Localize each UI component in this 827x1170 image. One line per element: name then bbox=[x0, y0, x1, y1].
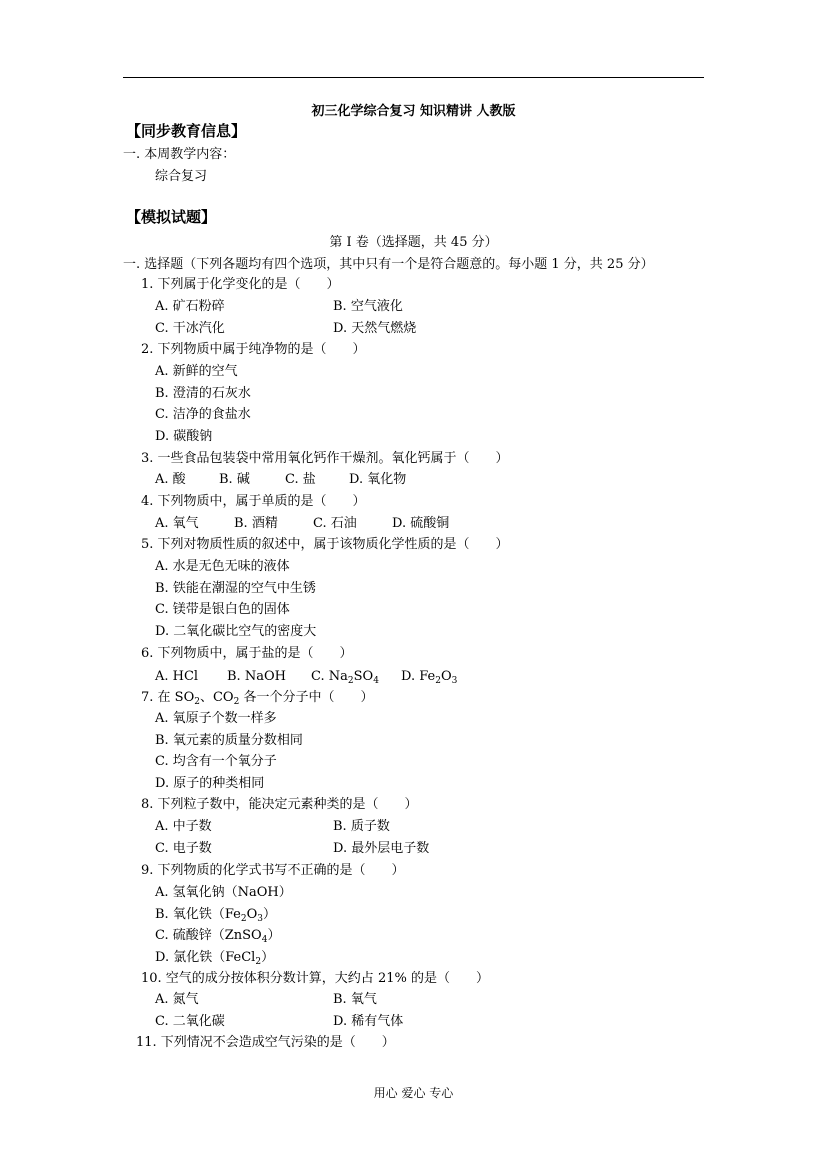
q8-option-a: A. 中子数 bbox=[155, 819, 212, 834]
q8-option-c: C. 电子数 bbox=[155, 841, 212, 856]
q6-option-d: D. $Fe_2O_3$ bbox=[401, 669, 458, 686]
question-7: 7. 在 $SO_2$、$CO_2$ 各一个分子中（ ） bbox=[141, 690, 374, 707]
q4-option-d: D. 硫酸铜 bbox=[392, 516, 450, 531]
q2-option-c: C. 洁净的食盐水 bbox=[155, 407, 251, 422]
question-4: 4. 下列物质中，属于单质的是（ ） bbox=[141, 494, 366, 509]
q5-option-a: A. 水是无色无味的液体 bbox=[155, 559, 290, 574]
header-rule bbox=[123, 77, 704, 78]
q3-option-d: D. 氧化物 bbox=[349, 472, 407, 487]
question-3: 3. 一些食品包装袋中常用氧化钙作干燥剂。氧化钙属于（ ） bbox=[141, 451, 509, 466]
week-heading: 一. 本周教学内容： bbox=[123, 147, 236, 162]
q7-option-b: B. 氧元素的质量分数相同 bbox=[155, 733, 303, 748]
q1-option-a: A. 矿石粉碎 bbox=[155, 299, 225, 314]
q7-option-a: A. 氧原子个数一样多 bbox=[155, 711, 277, 726]
question-2: 2. 下列物质中属于纯净物的是（ ） bbox=[141, 342, 366, 357]
q1-option-b: B. 空气液化 bbox=[333, 299, 403, 314]
q10-option-b: B. 氧气 bbox=[333, 992, 377, 1007]
q9-option-b: B. 氧化铁$(Fe_2O_3)$ bbox=[155, 907, 276, 924]
q4-option-a: A. 氧气 bbox=[155, 516, 199, 531]
section-mock-test: 【模拟试题】 bbox=[126, 208, 217, 226]
question-1: 1. 下列属于化学变化的是（ ） bbox=[141, 277, 340, 292]
q4-option-c: C. 石油 bbox=[313, 516, 357, 531]
q5-option-c: C. 镁带是银白色的固体 bbox=[155, 602, 290, 617]
q2-option-a: A. 新鲜的空气 bbox=[155, 364, 238, 379]
q7-option-c: C. 均含有一个氧分子 bbox=[155, 754, 277, 769]
q8-option-d: D. 最外层电子数 bbox=[333, 841, 430, 856]
question-6: 6. 下列物质中，属于盐的是（ ） bbox=[141, 646, 353, 661]
q6-option-c: C. $Na_2SO_4$ bbox=[311, 669, 379, 686]
doc-title: 初三化学综合复习 知识精讲 人教版 bbox=[311, 104, 516, 119]
week-content: 综合复习 bbox=[155, 169, 208, 184]
q3-option-c: C. 盐 bbox=[285, 472, 316, 487]
page-footer: 用心 爱心 专心 bbox=[373, 1086, 454, 1100]
q9-option-d: D. 氯化铁（FeCl$_2$） bbox=[155, 950, 275, 967]
q6-option-a: A. HCl bbox=[155, 669, 199, 684]
paper-heading: 第 I 卷（选择题，共 45 分） bbox=[329, 235, 498, 250]
question-10: 10. 空气的成分按体积分数计算，大约占 21% 的是（ ） bbox=[141, 971, 489, 986]
q10-option-d: D. 稀有气体 bbox=[333, 1014, 404, 1029]
q7-option-d: D. 原子的种类相同 bbox=[155, 776, 265, 791]
q2-option-b: B. 澄清的石灰水 bbox=[155, 386, 251, 401]
question-8: 8. 下列粒子数中，能决定元素种类的是（ ） bbox=[141, 797, 418, 812]
question-11: 11. 下列情况不会造成空气污染的是（ ） bbox=[136, 1035, 395, 1050]
section-sync-info: 【同步教育信息】 bbox=[126, 122, 247, 140]
q3-option-b: B. 碱 bbox=[219, 472, 250, 487]
q9-option-c: C. 硫酸锌（ZnSO$_4$） bbox=[155, 928, 281, 945]
q2-option-d: D. 碳酸钠 bbox=[155, 429, 213, 444]
q6-option-b: B. NaOH bbox=[227, 669, 286, 684]
q3-option-a: A. 酸 bbox=[155, 472, 186, 487]
q5-option-b: B. 铁能在潮湿的空气中生锈 bbox=[155, 581, 316, 596]
q8-option-b: B. 质子数 bbox=[333, 819, 390, 834]
q10-option-c: C. 二氧化碳 bbox=[155, 1014, 225, 1029]
q1-option-d: D. 天然气燃烧 bbox=[333, 321, 417, 336]
q10-option-a: A. 氮气 bbox=[155, 992, 199, 1007]
question-5: 5. 下列对物质性质的叙述中，属于该物质化学性质的是（ ） bbox=[141, 537, 509, 552]
part1-instructions: 一. 选择题（下列各题均有四个选项，其中只有一个是符合题意的。每小题 1 分，共 25 分） bbox=[123, 257, 654, 272]
q4-option-b: B. 酒精 bbox=[234, 516, 278, 531]
question-9: 9. 下列物质的化学式书写不正确的是（ ） bbox=[141, 863, 405, 878]
q5-option-d: D. 二氧化碳比空气的密度大 bbox=[155, 624, 317, 639]
q1-option-c: C. 干冰汽化 bbox=[155, 321, 225, 336]
q9-option-a: A. 氢氧化钠（NaOH） bbox=[155, 885, 292, 900]
